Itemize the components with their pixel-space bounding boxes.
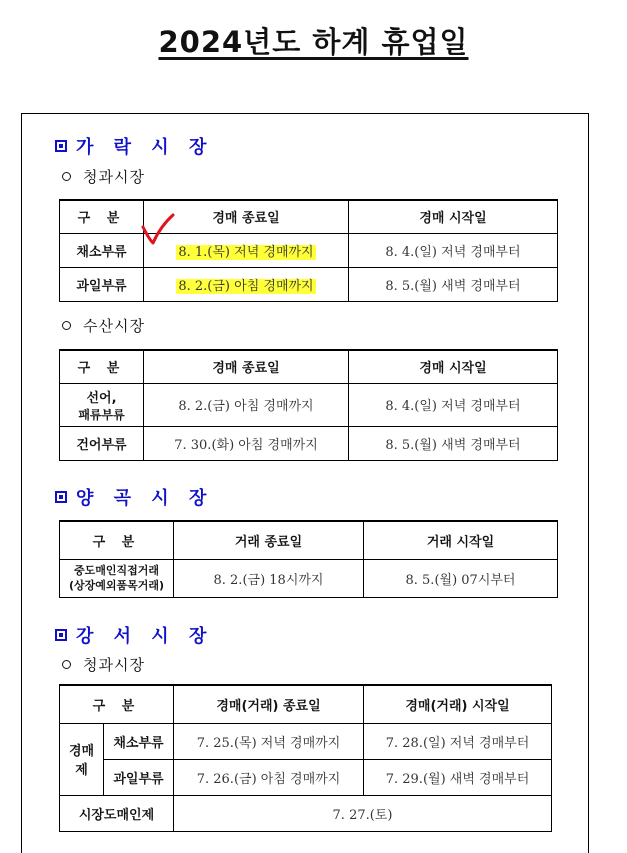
- sub-heading-text: 수산시장: [83, 317, 145, 335]
- sub-heading-text: 청과시장: [83, 656, 145, 674]
- highlighted-end-date: 8. 1.(목) 저녁 경매까지: [178, 244, 314, 260]
- start-date-cell: 8. 5.(월) 새벽 경매부터: [349, 267, 558, 301]
- row-category: 건어부류: [60, 426, 144, 460]
- table-row: [60, 559, 558, 597]
- table-row: [60, 723, 552, 759]
- sub-heading-text: 청과시장: [83, 168, 145, 186]
- page-title: [0, 20, 627, 61]
- row-category-line1: 중도매인직접거래: [73, 564, 159, 577]
- auction-group-label-line2: 제: [75, 763, 88, 778]
- row-category: 과일부류: [104, 759, 174, 795]
- table-header-cell: 경매 종료일: [144, 200, 349, 233]
- gangseo-table: [59, 684, 552, 832]
- section-heading-garak: [55, 133, 213, 159]
- row-category-line2: (상장예외품목거래): [68, 579, 165, 592]
- start-date-cell: 8. 5.(월) 새벽 경매부터: [349, 426, 558, 460]
- auction-group-label: [60, 723, 104, 795]
- table-row: [60, 759, 552, 795]
- start-date-cell: 7. 29.(월) 새벽 경매부터: [364, 759, 552, 795]
- table-header-cell: 경매 종료일: [144, 350, 349, 383]
- table-row: [60, 233, 558, 267]
- row-category-line1: 선어,: [86, 390, 117, 406]
- sub-heading-gangseo-produce: [62, 654, 145, 675]
- end-date-cell: 8. 2.(금) 18시까지: [174, 559, 364, 597]
- table-header-row: [60, 200, 558, 233]
- yanggok-table: [59, 520, 558, 598]
- table-row: [60, 383, 558, 426]
- table-header-cell: 구 분: [60, 685, 174, 723]
- table-header-cell: 구 분: [60, 200, 144, 233]
- section-heading-yanggok: [55, 484, 213, 510]
- row-category: [60, 383, 144, 426]
- table-header-cell: 경매 시작일: [349, 200, 558, 233]
- table-header-cell: 경매 시작일: [349, 350, 558, 383]
- garak-seafood-table: [59, 349, 558, 461]
- circle-bullet-icon: [62, 321, 71, 330]
- garak-produce-table: [59, 199, 558, 302]
- highlighted-end-date: 8. 2.(금) 아침 경매까지: [178, 278, 314, 294]
- start-date-cell: 8. 4.(일) 저녁 경매부터: [349, 383, 558, 426]
- end-date-cell: [144, 267, 349, 301]
- start-date-cell: 8. 5.(월) 07시부터: [364, 559, 558, 597]
- row-category-line2: 패류부류: [78, 407, 125, 422]
- table-header-cell: 경매(거래) 종료일: [174, 685, 364, 723]
- table-header-row: [60, 350, 558, 383]
- circle-bullet-icon: [62, 660, 71, 669]
- row-category: 시장도매인제: [60, 795, 174, 831]
- row-category: 채소부류: [60, 233, 144, 267]
- square-bullet-icon: [55, 491, 67, 503]
- start-date-cell: 7. 28.(일) 저녁 경매부터: [364, 723, 552, 759]
- table-header-cell: 거래 시작일: [364, 521, 558, 559]
- square-bullet-icon: [55, 140, 67, 152]
- table-header-cell: 구 분: [60, 521, 174, 559]
- end-date-cell: 7. 25.(목) 저녁 경매까지: [174, 723, 364, 759]
- table-header-row: [60, 521, 558, 559]
- sub-heading-garak-seafood: [62, 315, 145, 336]
- sub-heading-garak-produce: [62, 166, 145, 187]
- table-header-row: [60, 685, 552, 723]
- table-row: [60, 426, 558, 460]
- section-heading-yanggok-text: 양 곡 시 장: [76, 488, 214, 509]
- end-date-cell: 7. 30.(화) 아침 경매까지: [144, 426, 349, 460]
- auction-group-label-line1: 경매: [68, 744, 95, 759]
- row-category: 채소부류: [104, 723, 174, 759]
- section-heading-gangseo-text: 강 서 시 장: [76, 626, 214, 647]
- row-category: 과일부류: [60, 267, 144, 301]
- table-header-cell: 구 분: [60, 350, 144, 383]
- section-heading-garak-text: 가 락 시 장: [76, 137, 214, 158]
- table-row: [60, 795, 552, 831]
- page-title-text: 2024년도 하계 휴업일: [158, 25, 469, 59]
- end-date-cell: 8. 2.(금) 아침 경매까지: [144, 383, 349, 426]
- table-header-cell: 거래 종료일: [174, 521, 364, 559]
- closed-date-cell: 7. 27.(토): [174, 795, 552, 831]
- red-checkmark-icon: [140, 212, 178, 246]
- table-row: [60, 267, 558, 301]
- table-header-cell: 경매(거래) 시작일: [364, 685, 552, 723]
- end-date-cell: 7. 26.(금) 아침 경매까지: [174, 759, 364, 795]
- circle-bullet-icon: [62, 172, 71, 181]
- row-category: [60, 559, 174, 597]
- start-date-cell: 8. 4.(일) 저녁 경매부터: [349, 233, 558, 267]
- section-heading-gangseo: [55, 622, 213, 648]
- square-bullet-icon: [55, 629, 67, 641]
